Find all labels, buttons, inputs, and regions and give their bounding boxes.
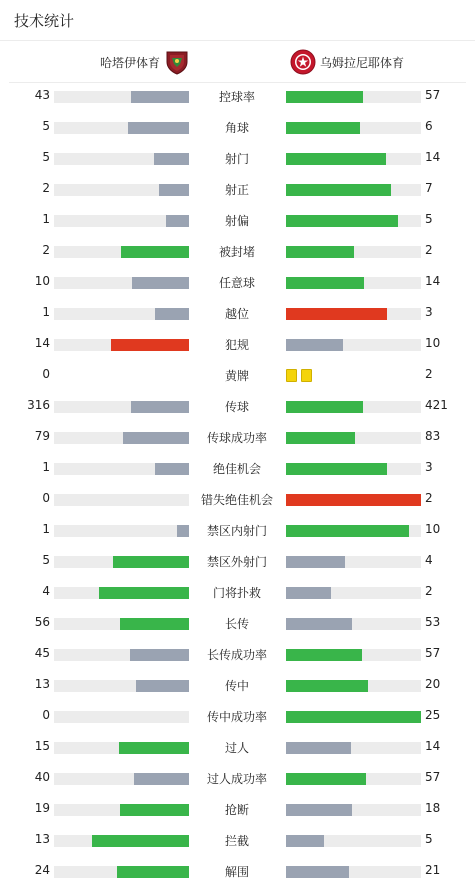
away-bar-fill <box>286 556 345 568</box>
away-bar-fill <box>286 773 366 785</box>
stat-label: 传中成功率 <box>206 710 267 724</box>
home-bar-track <box>54 463 189 475</box>
stat-row <box>0 546 475 577</box>
home-value: 316 <box>27 398 50 412</box>
page-title: 技术统计 <box>14 12 75 30</box>
away-bar-track <box>286 308 421 320</box>
stat-label: 射正 <box>224 183 249 197</box>
away-value: 14 <box>425 739 441 753</box>
away-bar-track <box>286 463 421 475</box>
away-bar-track <box>286 401 421 413</box>
away-bar-fill <box>286 432 355 444</box>
stat-row <box>0 81 475 112</box>
away-bar-track <box>286 246 421 258</box>
away-value: 18 <box>425 801 441 815</box>
stat-label: 禁区内射门 <box>206 524 267 538</box>
home-value: 1 <box>42 460 50 474</box>
home-value: 13 <box>34 832 50 846</box>
away-bar-fill <box>286 680 368 692</box>
home-bar-track <box>54 91 189 103</box>
home-bar-fill <box>159 184 189 196</box>
away-bar-track <box>286 91 421 103</box>
stat-label: 黄牌 <box>224 369 249 383</box>
stat-label: 解围 <box>224 865 249 879</box>
home-bar-fill <box>166 215 189 227</box>
away-bar-track <box>286 649 421 661</box>
away-team-name: 乌姆拉尼耶体育 <box>320 55 405 70</box>
stat-row <box>0 763 475 794</box>
home-bar-fill <box>121 246 189 258</box>
away-bar-track <box>286 587 421 599</box>
home-bar-fill <box>120 804 189 816</box>
home-bar-track <box>54 432 189 444</box>
away-value: 20 <box>425 677 441 691</box>
stat-row <box>0 360 475 391</box>
home-bar-fill <box>120 618 189 630</box>
home-value: 0 <box>42 491 50 505</box>
home-value: 2 <box>42 243 50 257</box>
away-value: 5 <box>425 212 433 226</box>
yellow-card-icon <box>286 369 297 382</box>
away-team[interactable] <box>290 49 404 75</box>
away-value: 83 <box>425 429 441 443</box>
home-bar-fill <box>130 649 189 661</box>
away-bar-track <box>286 742 421 754</box>
teams-bar <box>9 41 466 83</box>
home-bar-fill <box>111 339 189 351</box>
away-value: 10 <box>425 336 441 350</box>
away-bar-fill <box>286 91 363 103</box>
away-value: 57 <box>425 646 441 660</box>
stat-row <box>0 577 475 608</box>
stat-row <box>0 515 475 546</box>
away-bar-track <box>286 494 421 506</box>
stat-label: 越位 <box>224 307 249 321</box>
stat-label: 绝佳机会 <box>212 462 261 476</box>
stat-label: 错失绝佳机会 <box>200 493 273 507</box>
home-bar-fill <box>113 556 189 568</box>
home-bar-fill <box>119 742 189 754</box>
away-bar-fill <box>286 804 352 816</box>
stat-row <box>0 205 475 236</box>
away-value: 2 <box>425 367 433 381</box>
stat-label: 长传成功率 <box>206 648 267 662</box>
away-bar-track <box>286 618 421 630</box>
away-bar-fill <box>286 184 391 196</box>
stat-label: 门将扑救 <box>212 586 261 600</box>
away-bar-track <box>286 525 421 537</box>
away-value: 421 <box>425 398 448 412</box>
home-value: 24 <box>34 863 50 877</box>
away-bar-track <box>286 866 421 878</box>
away-value: 3 <box>425 305 433 319</box>
stat-row <box>0 794 475 825</box>
home-value: 19 <box>34 801 50 815</box>
away-bar-track <box>286 680 421 692</box>
away-value: 3 <box>425 460 433 474</box>
home-bar-track <box>54 649 189 661</box>
away-bar-track <box>286 835 421 847</box>
stat-row <box>0 825 475 856</box>
away-bar-fill <box>286 494 421 506</box>
away-value: 2 <box>425 243 433 257</box>
away-bar-track <box>286 556 421 568</box>
home-bar-track <box>54 215 189 227</box>
home-value: 15 <box>34 739 50 753</box>
stat-label: 禁区外射门 <box>206 555 267 569</box>
away-bar-fill <box>286 339 343 351</box>
home-value: 0 <box>42 367 50 381</box>
home-value: 13 <box>34 677 50 691</box>
away-bar-track <box>286 339 421 351</box>
away-bar-fill <box>286 401 363 413</box>
away-bar-fill <box>286 711 421 723</box>
stat-row <box>0 732 475 763</box>
away-bar-fill <box>286 246 354 258</box>
home-value: 45 <box>34 646 50 660</box>
home-bar-fill <box>154 153 189 165</box>
away-bar-fill <box>286 153 386 165</box>
home-team-logo-icon <box>164 49 190 75</box>
stat-row <box>0 422 475 453</box>
stat-row <box>0 236 475 267</box>
stat-row <box>0 329 475 360</box>
stat-label: 传中 <box>224 679 249 693</box>
away-bar-fill <box>286 215 398 227</box>
home-bar-fill <box>134 773 189 785</box>
away-bar-fill <box>286 525 409 537</box>
home-bar-track <box>54 277 189 289</box>
home-team[interactable] <box>100 49 190 75</box>
away-value: 2 <box>425 491 433 505</box>
home-value: 2 <box>42 181 50 195</box>
home-bar-fill <box>155 308 189 320</box>
stat-label: 过人 <box>224 741 249 755</box>
home-value: 5 <box>42 150 50 164</box>
home-bar-track <box>54 184 189 196</box>
home-bar-track <box>54 153 189 165</box>
away-value: 57 <box>425 770 441 784</box>
away-value: 2 <box>425 584 433 598</box>
home-bar-fill <box>131 91 189 103</box>
home-bar-track <box>54 680 189 692</box>
away-bar-track <box>286 277 421 289</box>
home-bar-track <box>54 525 189 537</box>
home-value: 10 <box>34 274 50 288</box>
home-bar-fill <box>123 432 189 444</box>
home-value: 14 <box>34 336 50 350</box>
home-value: 1 <box>42 212 50 226</box>
home-bar-track <box>54 773 189 785</box>
home-value: 4 <box>42 584 50 598</box>
away-value: 21 <box>425 863 441 877</box>
stat-label: 射偏 <box>224 214 249 228</box>
home-bar-fill <box>177 525 189 537</box>
home-bar-fill <box>99 587 189 599</box>
away-bar-fill <box>286 742 351 754</box>
away-value: 7 <box>425 181 433 195</box>
home-bar-fill <box>136 680 189 692</box>
away-bar-fill <box>286 649 362 661</box>
stat-label: 抢断 <box>224 803 249 817</box>
home-bar-track <box>54 556 189 568</box>
stat-label: 控球率 <box>218 90 255 104</box>
home-bar-fill <box>155 463 189 475</box>
stat-row <box>0 143 475 174</box>
away-value: 4 <box>425 553 433 567</box>
away-bar-fill <box>286 122 360 134</box>
home-bar-fill <box>92 835 189 847</box>
away-value: 25 <box>425 708 441 722</box>
stat-row <box>0 639 475 670</box>
stat-row <box>0 391 475 422</box>
stat-label: 角球 <box>224 121 249 135</box>
home-value: 79 <box>34 429 50 443</box>
away-bar-track <box>286 153 421 165</box>
stat-row <box>0 670 475 701</box>
stat-label: 犯规 <box>224 338 249 352</box>
away-bar-track <box>286 432 421 444</box>
home-bar-track <box>54 711 189 723</box>
home-bar-track <box>54 494 189 506</box>
home-bar-fill <box>131 401 189 413</box>
home-bar-track <box>54 835 189 847</box>
home-value: 56 <box>34 615 50 629</box>
stat-label: 射门 <box>224 152 249 166</box>
stat-row <box>0 112 475 143</box>
home-value: 0 <box>42 708 50 722</box>
stat-row <box>0 484 475 515</box>
away-bar-track <box>286 215 421 227</box>
home-bar-track <box>54 122 189 134</box>
away-value: 10 <box>425 522 441 536</box>
home-team-name: 哈塔伊体育 <box>99 55 160 70</box>
home-bar-track <box>54 587 189 599</box>
home-bar-track <box>54 742 189 754</box>
stat-label: 任意球 <box>218 276 255 290</box>
home-value: 1 <box>42 305 50 319</box>
home-bar-track <box>54 804 189 816</box>
away-bar-track <box>286 773 421 785</box>
away-bar-track <box>286 184 421 196</box>
away-bar-fill <box>286 866 349 878</box>
home-bar-track <box>54 246 189 258</box>
away-value: 57 <box>425 88 441 102</box>
stat-row <box>0 267 475 298</box>
home-bar-track <box>54 339 189 351</box>
stat-row <box>0 174 475 205</box>
away-bar-fill <box>286 277 364 289</box>
away-value: 14 <box>425 274 441 288</box>
away-bar-track <box>286 711 421 723</box>
home-bar-fill <box>132 277 189 289</box>
home-value: 5 <box>42 553 50 567</box>
away-bar-fill <box>286 618 352 630</box>
home-value: 43 <box>34 88 50 102</box>
home-value: 1 <box>42 522 50 536</box>
away-bar-fill <box>286 835 324 847</box>
stat-row <box>0 453 475 484</box>
stat-label: 长传 <box>224 617 249 631</box>
yellow-card-icon <box>301 369 312 382</box>
away-bar-fill <box>286 308 387 320</box>
home-bar-fill <box>128 122 189 134</box>
away-value: 5 <box>425 832 433 846</box>
away-value: 53 <box>425 615 441 629</box>
stat-label: 拦截 <box>224 834 249 848</box>
stat-label: 被封堵 <box>218 245 255 259</box>
header <box>0 0 475 41</box>
away-team-logo-icon <box>290 49 316 75</box>
home-bar-track <box>54 618 189 630</box>
home-value: 5 <box>42 119 50 133</box>
stat-label: 过人成功率 <box>206 772 267 786</box>
home-value: 40 <box>34 770 50 784</box>
away-bar-track <box>286 122 421 134</box>
home-bar-track <box>54 401 189 413</box>
home-bar-track <box>54 308 189 320</box>
away-value: 6 <box>425 119 433 133</box>
away-bar-fill <box>286 587 331 599</box>
away-bar-fill <box>286 463 387 475</box>
away-value: 14 <box>425 150 441 164</box>
stat-row <box>0 298 475 329</box>
home-bar-fill <box>117 866 189 878</box>
stat-row <box>0 608 475 639</box>
home-bar-track <box>54 866 189 878</box>
stat-label: 传球成功率 <box>206 431 267 445</box>
stat-row <box>0 701 475 732</box>
away-yellow-cards <box>286 369 312 382</box>
stat-label: 传球 <box>224 400 249 414</box>
stat-row <box>0 856 475 887</box>
away-bar-track <box>286 804 421 816</box>
